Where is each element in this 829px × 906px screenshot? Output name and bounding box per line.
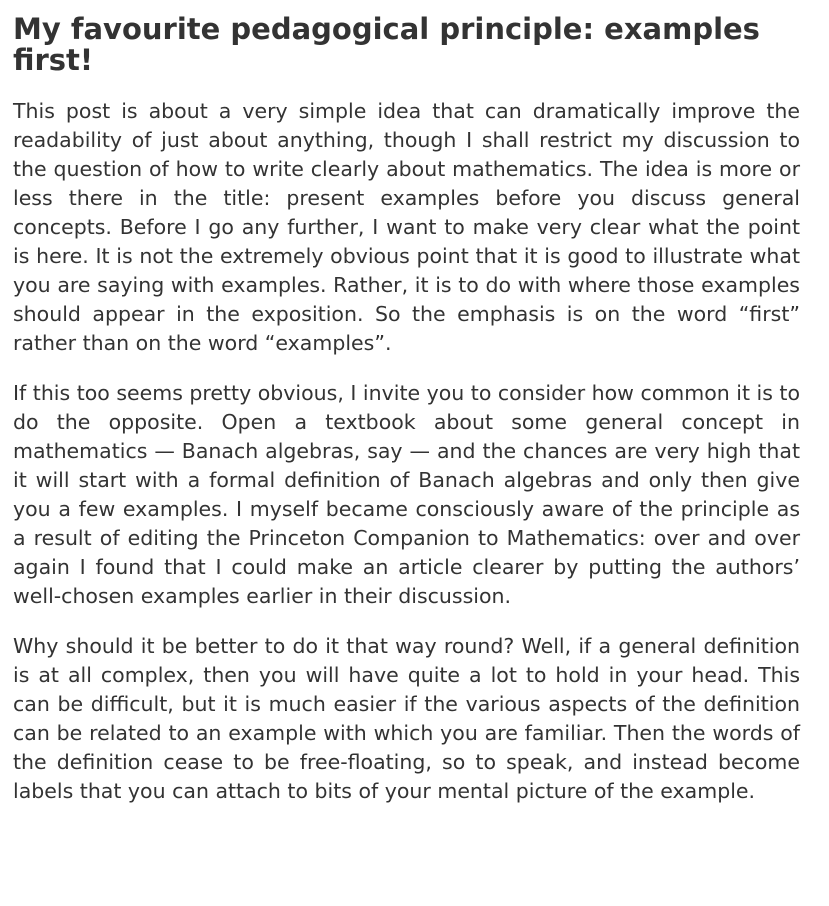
post-title: My favourite pedagogical principle: examples first! xyxy=(13,12,760,77)
paragraph-2: If this too seems pretty obvious, I invite you to consider how common it is to do the opposite. Open a textbook about some general concept in mathematics — Banach algebras, say — and the chances are very high that it will start with a formal definition of Banach algebras and only then give you a few examples. I myself became consciously aware of the principle as a result of editing the Princeton Companion to Mathematics: over and over again I found that I could make an article clearer by putting the authors’ well-chosen examples earlier in their discussion. xyxy=(13,381,800,608)
paragraph-1: This post is about a very simple idea that can dramatically improve the readability of just about anything, though I shall restrict my discussion to the question of how to write clearly about mathematics. The idea is more or less there in the title: present examples before you discuss general concepts. Before I go any further, I want to make very clear what the point is here. It is not the extremely obvious point that it is good to illustrate what you are saying with examples. Rather, it is to do with where those examples should appear in the exposition. So the emphasis is on the word “first” rather than on the word “examples”. xyxy=(13,99,800,355)
post-body xyxy=(13,97,800,806)
blog-post xyxy=(13,14,800,806)
paragraph-3: Why should it be better to do it that way round? Well, if a general definition is at all complex, then you will have quite a lot to hold in your head. This can be difficult, but it is much easier if the various aspects of the definition can be related to an example with which you are familiar. Then the words of the definition cease to be free-floating, so to speak, and instead become labels that you can attach to bits of your mental picture of the example. xyxy=(13,634,800,803)
